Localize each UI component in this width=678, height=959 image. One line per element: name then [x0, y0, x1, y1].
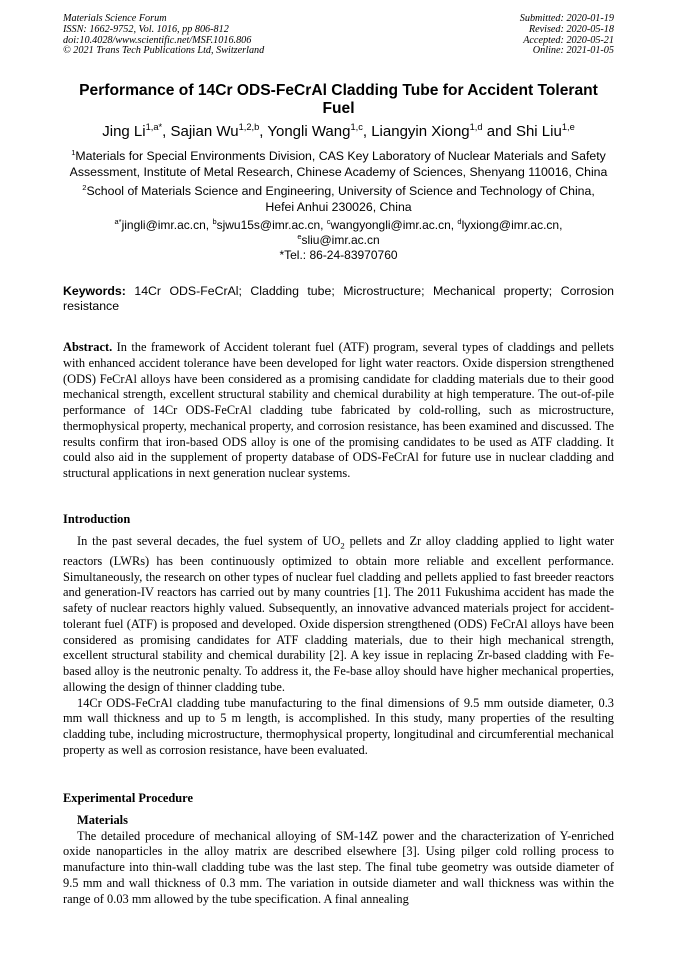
- author: Sajian Wu$^{1,2,b}$,: [170, 122, 268, 140]
- experimental-section: [63, 791, 614, 907]
- email-link[interactable]: jingli@imr.ac.cn,: [121, 218, 213, 232]
- author: Jing $Li^{1,a*}$,: [102, 122, 171, 140]
- submitted-date: Submitted: 2020-01-19: [519, 13, 614, 24]
- email-link[interactable]: sliu@imr.ac.cn: [301, 233, 380, 247]
- keywords: Keywords: 14Cr ODS-FeCrAl; Cladding tube; Microstructure; Mechanical property; Corrosion resistance: [63, 284, 614, 313]
- paragraph: 14Cr ODS-FeCrAl cladding tube manufacturing to the final dimensions of 9.5 mm outside diameter, 0.3 mm wall thickness and up to 5 m length, is accomplished. In this study, many properties of the resulting cladding tube, including microstructure, thermophysical property, longitudinal and circumferential mechanical property as well as corrosion resistance, have been evaluated.: [63, 695, 614, 757]
- paragraph: The detailed procedure of mechanical alloying of SM-14Z power and the characterization of Y-enriched oxide nanoparticles in the alloy matrix are described elsewhere [3]. Using pilger cold rolling process to manufacture into thin-wall cladding tube was the last step. The final tube geometry was outside diameter of 9.5 mm and wall thickness of 0.3 mm. The variation in outside diameter and wall thickness was within the range of 0.03 mm allowed by the tube specification. A final annealing: [63, 828, 614, 906]
- paper-title: Performance of 14Cr ODS-FeCrAl Cladding Tube for Accident Tolerant Fuel: [79, 82, 598, 117]
- email-link[interactable]: sjwu15s@imr.ac.cn,: [216, 218, 327, 232]
- email-link[interactable]: wangyongli@imr.ac.cn,: [330, 218, 458, 232]
- doi: doi:10.4028/www.scientific.net/MSF.1016.806: [63, 34, 252, 46]
- experimental-heading: Experimental Procedure: [63, 791, 193, 805]
- introduction-heading: Introduction: [63, 512, 131, 526]
- affiliation-1: $^1$Materials for Special Environments Division, CAS Key Laboratory of Nuclear Materials and Safety Assessment, Institute of Metal Research, Chinese Academy of Sciences, Shenyang 110016, China: [69, 147, 608, 179]
- author: Liangyin Xiong$^{1,d}$ and: [371, 122, 516, 140]
- introduction-section: [63, 512, 614, 759]
- telephone: *Tel.: 86-24-83970760: [279, 248, 398, 262]
- accepted-date: Accepted: 2020-05-21: [523, 34, 614, 46]
- affiliation-2: $^2$School of Materials Science and Engineering, University of Science and Technology of China, Hefei Anhui 230026, China: [82, 182, 595, 214]
- revised-date: Revised: 2020-05-18: [528, 23, 614, 35]
- dates: [520, 14, 614, 57]
- paragraph: In the past several decades, the fuel system of $UO_2$ pellets and Zr alloy cladding applied to light water reactors (LWRs) has been continuously optimized to obtain more reliable and excellent performance. Simultaneously, the research on other types of nuclear fuel cladding and pellets applied to fast breeder reactors and generation-IV reactors has carried out by many countries [1]. The 2011 Fukushima accident has made the safety of nuclear reactors highly valued. Subsequently, an innovative advanced materials project for accident-tolerant fuel (ATF) is proposed and developed. Oxide dispersion strengthened (ODS) FeCrAl alloys have been considered as promising candidates for ATF cladding materials, due to their high mechanical strength, excellent structural stability and chemical durability [2]. A key issue in replacing Zr-based cladding with Fe-based alloy is the neutronic penalty. To address it, the Fe-base alloy should have higher mechanical properties, allowing the design of thinner cladding tube.: [63, 533, 614, 694]
- online-date: Online: 2021-01-05: [532, 45, 614, 57]
- journal-info: [63, 14, 264, 57]
- contact-emails: $^{a*}$jingli@imr.ac.cn, $^b$sjwu15s@imr.ac.cn, $^c$wangyongli@imr.ac.cn, $^d$lyxiong@imr.ac.cn, $^e$sliu@imr.ac.cn *Tel.: 86-24-83970760: [114, 217, 563, 262]
- materials-subheading: Materials: [77, 812, 128, 827]
- author-list: [63, 123, 614, 140]
- copyright: © 2021 Trans Tech Publications Ltd, Switzerland: [63, 45, 265, 57]
- author: Yongli Wang$^{1,c}$,: [267, 122, 372, 140]
- journal-name: Materials Science Forum: [63, 13, 167, 24]
- email-link[interactable]: lyxiong@imr.ac.cn,: [461, 218, 563, 232]
- abstract: Abstract. In the framework of Accident tolerant fuel (ATF) program, several types of claddings and pellets with enhanced accident tolerance have been developed for light water reactors. Oxide dispersion strengthened (ODS) FeCrAl alloys have been considered as a promising candidate for cladding materials due to their good mechanical strength, excellent structural stability and chemical durability at high temperature. The out-of-pile performance of 14Cr ODS-FeCrAl cladding tube fabricated by cold-rolling, such as microstructure, thermophysical property, mechanical property, and corrosion resistance, has been examined and discussed. The results confirm that iron-based ODS alloy is one of the promising candidates to be used as ATF cladding. It could also aid in the supplement of property database of ODS-FeCrAl for future use in nuclear cladding and structural applications in next generation nuclear systems.: [63, 340, 614, 480]
- issn: ISSN: 1662-9752, Vol. 1016, pp 806-812: [63, 23, 229, 35]
- author: Shi Liu$^{1,e}$: [515, 122, 575, 140]
